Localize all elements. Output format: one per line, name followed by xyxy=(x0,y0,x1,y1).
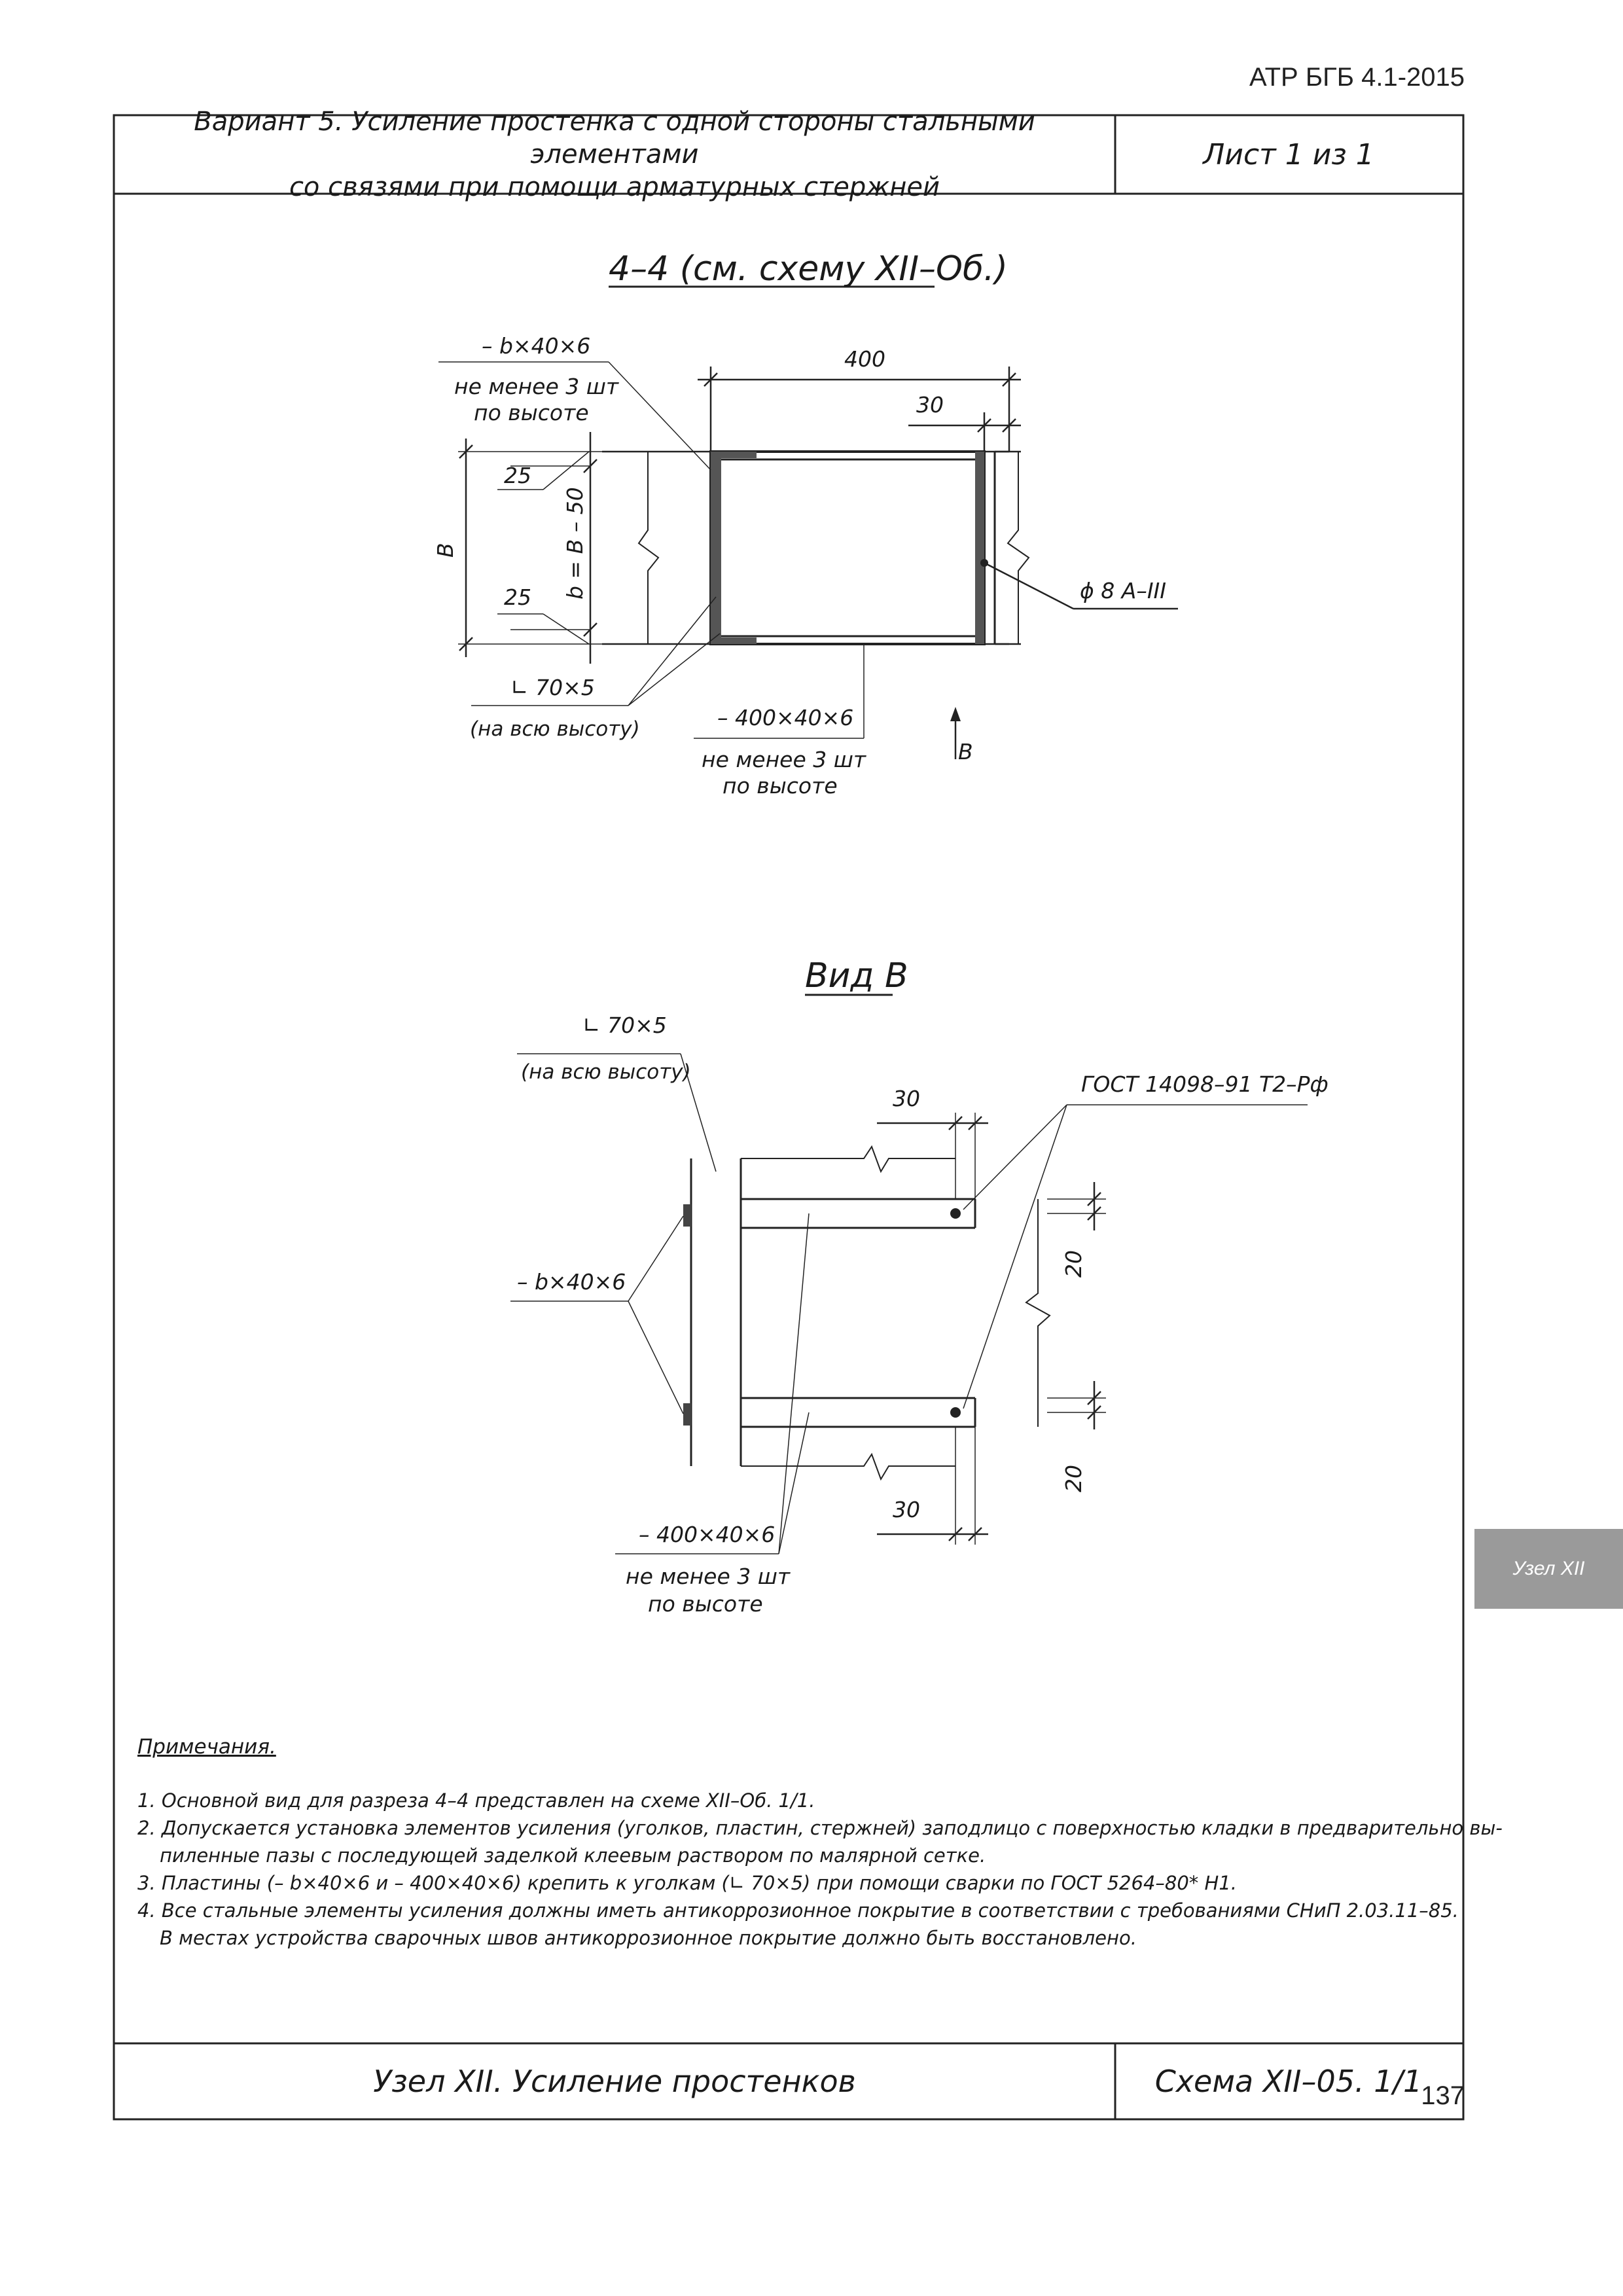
view-dim-30-top: 30 xyxy=(893,1086,920,1111)
section-view-marker: В xyxy=(958,739,973,764)
section-plate-label: – b×40×6 xyxy=(482,333,591,359)
note-4a: 4. Все стальные элементы усиления должны иметь антикоррозионное покрытие в соответствии с требованиями СНиП 2.03.11–85. xyxy=(137,1899,1459,1922)
view-title: Вид В xyxy=(805,956,908,996)
note-1: 1. Основной вид для разреза 4–4 представлен на схеме XII–Об. 1/1. xyxy=(137,1789,815,1812)
section-dim-b: b = В – 50 xyxy=(562,487,588,600)
view-plate400-label: – 400×40×6 xyxy=(639,1522,776,1547)
section-frame xyxy=(711,452,984,644)
section-dim-25-bottom: 25 xyxy=(504,584,531,610)
note-2a: 2. Допускается установка элементов усиления (уголков, пластин, стержней) заподлицо с поверхностью кладки в предварительно вы- xyxy=(137,1817,1503,1839)
section-plate400-qty-2: по высоте xyxy=(722,773,838,798)
page-number: 137 xyxy=(1421,2081,1465,2110)
view-weld-label: ГОСТ 14098–91 Т2–Рф xyxy=(1081,1071,1329,1097)
view-angle-label: ∟ 70×5 xyxy=(582,1013,667,1038)
note-2b: пиленные пазы с последующей заделкой клеевым раствором по малярной сетке. xyxy=(160,1844,986,1867)
note-3: 3. Пластины (– b×40×6 и – 400×40×6) крепить к уголкам (∟ 70×5) при помощи сварки по ГОСТ 5264–80* Н1. xyxy=(137,1872,1237,1894)
footer-title: Узел XII. Усиление простенков xyxy=(373,2064,856,2099)
section-plate-qty-2: по высоте xyxy=(474,400,589,425)
view-dim-20-bottom: 20 xyxy=(1061,1465,1086,1492)
section-plate400-label: – 400×40×6 xyxy=(717,705,854,730)
section-plate400-qty-1: не менее 3 шт xyxy=(702,747,866,772)
view-angle-note: (на всю высоту) xyxy=(521,1060,691,1084)
section-bottom-left-flange xyxy=(711,637,757,644)
section-angle-label: ∟ 70×5 xyxy=(510,675,595,700)
section-angle-note: (на всю высоту) xyxy=(470,717,640,741)
view-plate400-qty-2: по высоте xyxy=(648,1591,763,1617)
view-plate400-qty-1: не менее 3 шт xyxy=(626,1564,791,1589)
document-code: АТР БГБ 4.1-2015 xyxy=(1249,63,1465,92)
title-line-1: Вариант 5. Усиление простенка с одной стороны стальными элементами xyxy=(194,107,1035,170)
section-dim-400: 400 xyxy=(844,346,885,372)
title-block xyxy=(115,107,1114,202)
view-dim-30-bottom: 30 xyxy=(893,1497,920,1522)
section-right-angle xyxy=(975,452,984,644)
view-dim-20-top: 20 xyxy=(1061,1250,1086,1278)
footer-scheme: Схема XII–05. 1/1 xyxy=(1154,2064,1423,2099)
side-tab[interactable] xyxy=(1474,1529,1623,1609)
side-tab-label: Узел XII xyxy=(1512,1558,1585,1579)
section-dim-B: В xyxy=(433,543,458,558)
notes-title: Примечания. xyxy=(137,1735,276,1759)
title-line-2: со связями при помощи арматурных стержней xyxy=(289,172,940,202)
section-top-left-flange xyxy=(711,452,757,458)
notes-block xyxy=(137,1733,1503,1952)
note-4b: В местах устройства сварочных швов антикоррозионное покрытие должно быть восстановлено. xyxy=(160,1927,1137,1949)
section-rebar-label: ϕ 8 А–III xyxy=(1080,578,1167,603)
view-plate-label: – b×40×6 xyxy=(517,1269,626,1295)
sheet-number: Лист 1 из 1 xyxy=(1203,137,1374,171)
section-left-angle xyxy=(711,452,721,644)
section-dim-25-top: 25 xyxy=(504,463,531,488)
section-title: 4–4 (см. схему XII–Об.) xyxy=(609,249,1008,289)
section-dim-30: 30 xyxy=(916,392,944,418)
section-plate-qty-1: не менее 3 шт xyxy=(454,374,619,399)
